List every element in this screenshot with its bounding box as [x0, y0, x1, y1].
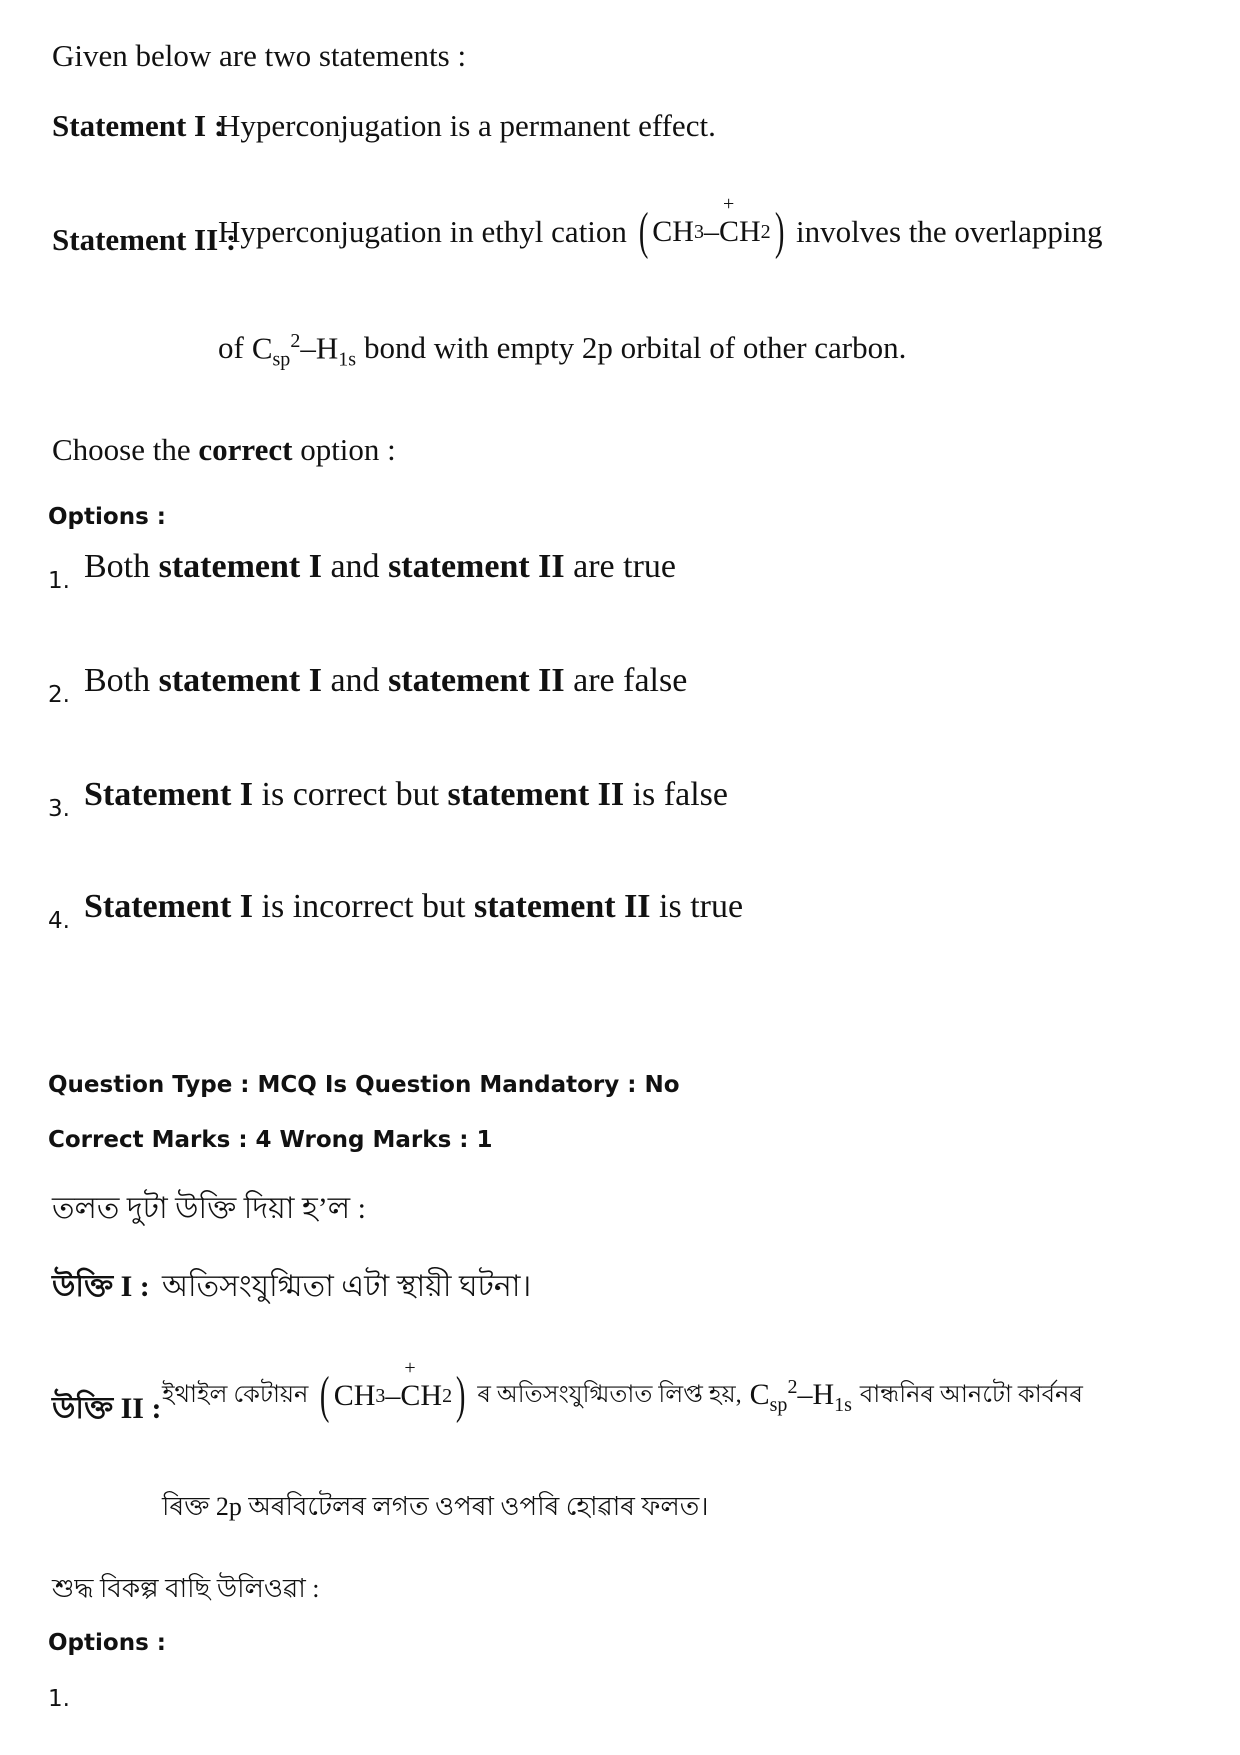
option-1-text[interactable]: Both statement I and statement II are true [84, 548, 677, 585]
assamese-statement-2-line-1: ইথাইল কেটায়ন ( CH 3 – + CH 2 ) ৰ অতিসংযুগ্মিতাত লিপ্ত হয়, $C_{sp}^2-H_{1s}$ বান্ধনিৰ আনটো কাৰ্বনৰ [162, 1357, 1083, 1424]
assamese-bond-formula: $C_{sp}^2-H_{1s}$ [749, 1375, 852, 1416]
statement-2-line-1 [218, 193, 1103, 260]
statement-2-text-after: involves the overlapping [795, 214, 1103, 249]
statement-2-label: Statement II : [52, 222, 237, 257]
option-2-text[interactable]: Both statement I and statement II are false [84, 662, 688, 699]
question-intro: Given below are two statements : [52, 38, 467, 73]
assamese-choose-instruction: শুদ্ধ বিকল্প বাছি উলিওৱা : [52, 1574, 320, 1603]
assamese-ethyl-cation-formula: ( CH 3 – + CH 2 ) [320, 1357, 466, 1424]
assamese-statement-1-label: উক্তি I : [52, 1270, 150, 1303]
statement-2 [52, 222, 236, 258]
marks-line: Correct Marks : 4 Wrong Marks : 1 [48, 1127, 493, 1153]
option-1-number: 1. [48, 568, 70, 594]
assamese-options-label: Options : [48, 1630, 166, 1656]
assamese-statement-1-text: অতিসংযুগ্মিতা এটা স্থায়ী ঘটনা। [162, 1270, 532, 1303]
statement-1 [52, 108, 224, 144]
option-4-number: 4. [48, 908, 70, 934]
question-type-line: Question Type : MCQ Is Question Mandatory : No [48, 1072, 680, 1098]
ethyl-cation-formula: ( CH 3 – + CH 2 ) [638, 193, 785, 260]
choose-instruction: Choose the correct option : [52, 432, 396, 467]
statement-1-label: Statement I : [52, 108, 225, 143]
options-label: Options : [48, 504, 166, 530]
assamese-statement-2-label: উক্তি II : [52, 1392, 162, 1425]
option-3-text[interactable]: Statement I is correct but statement II is false [84, 776, 728, 813]
statement-2-text-before: Hyperconjugation in ethyl cation [218, 214, 627, 249]
assamese-intro: তলত দুটা উক্তি দিয়া হ’ল : [52, 1192, 366, 1225]
assamese-statement-2-line-2: ৰিক্ত 2p অৰবিটেলৰ লগত ওপৰা ওপৰি হোৱাৰ ফলত। [162, 1492, 709, 1521]
statement-2-line-2: of $C_{sp}^2-H_{1s}$ bond with empty 2p orbital of other carbon. [218, 330, 907, 371]
option-3-number: 3. [48, 796, 70, 822]
bond-formula: $C_{sp}^2-H_{1s}$ [251, 330, 356, 371]
option-4-text[interactable]: Statement I is incorrect but statement II is true [84, 888, 744, 925]
option-2-number: 2. [48, 682, 70, 708]
assamese-option-1-number: 1. [48, 1686, 70, 1712]
statement-1-text: Hyperconjugation is a permanent effect. [218, 108, 716, 143]
